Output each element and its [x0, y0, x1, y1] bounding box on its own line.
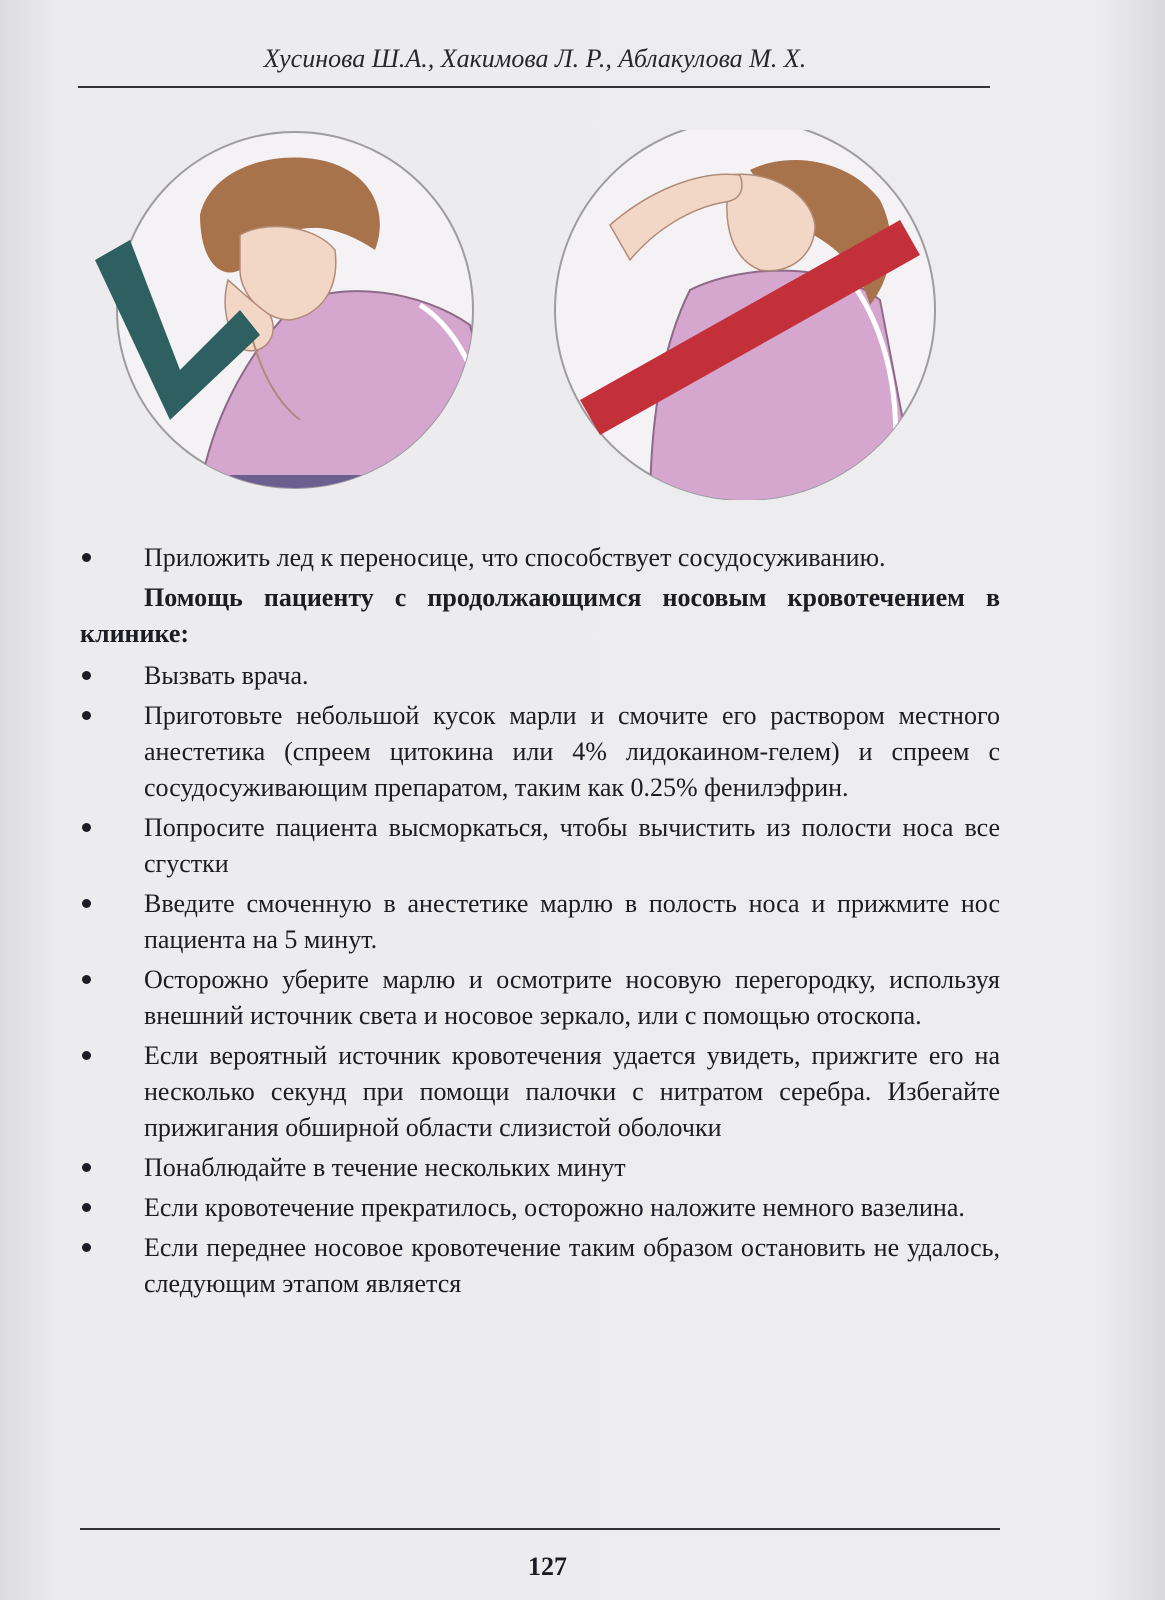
- footer-rule: [80, 1528, 1000, 1530]
- main-text: [80, 540, 1000, 1306]
- list-item: Введите смоченную в анестетике марлю в полость носа и прижмите нос пациента на 5 минут.: [80, 886, 1000, 958]
- bullet-icon: [82, 553, 91, 562]
- bullet-icon: [82, 1163, 91, 1172]
- list-item: Если вероятный источник кровотечения удается увидеть, прижгите его на несколько секунд при помощи палочки с нитратом серебра. Избегайте прижигания обширной области слизистой оболочки: [80, 1038, 1000, 1146]
- list-item: Если переднее носовое кровотечение таким образом остановить не удалось, следующим этапом является: [80, 1230, 1000, 1302]
- bullet-icon: [82, 1203, 91, 1212]
- nosebleed-illustration: [90, 130, 970, 500]
- header-rule: [78, 86, 990, 88]
- wrong-posture-illustration: [555, 130, 935, 500]
- bullet-icon: [82, 671, 91, 680]
- page-header-authors: Хусинова Ш.А., Хакимова Л. Р., Аблакулова М. Х.: [263, 44, 807, 73]
- bullet-icon: [82, 711, 91, 720]
- bullet-icon: [82, 1051, 91, 1060]
- list-item: Приложить лед к переносице, что способствует сосудосуживанию.: [80, 540, 1000, 576]
- list-item: Если кровотечение прекратилось, осторожно наложите немного вазелина.: [80, 1190, 1000, 1226]
- procedure-bullet-list: [80, 658, 1000, 1302]
- section-subheading: Помощь пациенту с продолжающимся носовым кровотечением в клинике:: [80, 583, 1000, 648]
- list-item: Попросите пациента высморкаться, чтобы вычистить из полости носа все сгустки: [80, 810, 1000, 882]
- bullet-icon: [82, 823, 91, 832]
- bullet-icon: [82, 899, 91, 908]
- intro-bullet-list: [80, 540, 1000, 576]
- bullet-icon: [82, 975, 91, 984]
- page-number: 127: [528, 1552, 567, 1581]
- bullet-icon: [82, 1243, 91, 1252]
- correct-posture-illustration: [95, 132, 510, 500]
- list-item: Понаблюдайте в течение нескольких минут: [80, 1150, 1000, 1186]
- list-item: Осторожно уберите марлю и осмотрите носовую перегородку, используя внешний источник света и носовое зеркало, или с помощью отоскопа.: [80, 962, 1000, 1034]
- list-item: Приготовьте небольшой кусок марли и смочите его раствором местного анестетика (спреем цитокина или 4% лидокаином-гелем) и спреем с сосудосуживающим препаратом, таким как 0.25% фенилэфрин.: [80, 698, 1000, 806]
- list-item: Вызвать врача.: [80, 658, 1000, 694]
